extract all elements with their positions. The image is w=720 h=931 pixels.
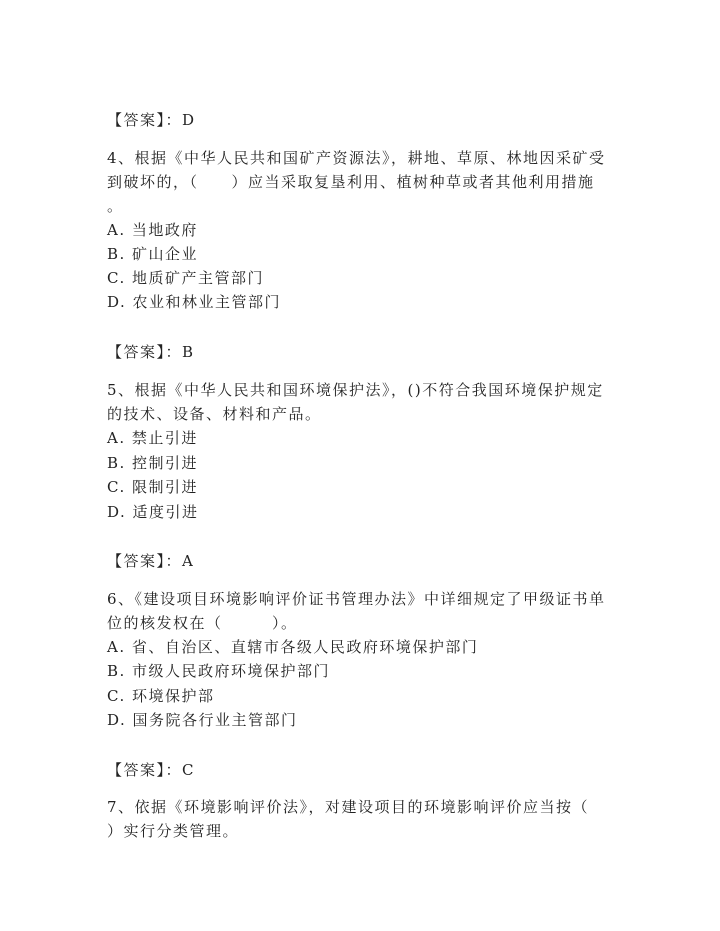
- option-c: C. 地质矿产主管部门: [107, 269, 264, 287]
- option-b: B. 市级人民政府环境保护部门: [107, 662, 331, 680]
- answer-line: 【答案】：D: [107, 111, 196, 129]
- question-6-line-2: 位的核发权在（ ）。: [107, 614, 298, 632]
- option-b: B. 控制引进: [107, 454, 199, 472]
- answer-line: 【答案】：A: [107, 552, 195, 570]
- question-4-line-3: 。: [107, 197, 124, 215]
- answer-line: 【答案】：B: [107, 343, 195, 361]
- option-d: D. 适度引进: [107, 503, 199, 521]
- question-7-line-2: ）实行分类管理。: [107, 822, 240, 840]
- option-b: B. 矿山企业: [107, 245, 199, 263]
- answer-line: 【答案】：C: [107, 761, 195, 779]
- question-5-line-2: 的技术、设备、材料和产品。: [107, 405, 322, 423]
- option-c: C. 环境保护部: [107, 687, 215, 705]
- option-a: A. 省、自治区、直辖市各级人民政府环境保护部门: [107, 638, 479, 656]
- option-c: C. 限制引进: [107, 478, 198, 496]
- option-a: A. 禁止引进: [107, 429, 198, 447]
- option-d: D. 国务院各行业主管部门: [107, 711, 298, 729]
- option-d: D. 农业和林业主管部门: [107, 293, 282, 311]
- option-a: A. 当地政府: [107, 221, 198, 239]
- question-5-line-1: 5、根据《中华人民共和国环境保护法》，()不符合我国环境保护规定: [107, 381, 604, 399]
- question-4-line-2: 到破坏的，（ ）应当采取复垦利用、植树种草或者其他利用措施: [107, 173, 595, 191]
- question-6-line-1: 6、《建设项目环境影响评价证书管理办法》中详细规定了甲级证书单: [107, 590, 606, 608]
- question-4-line-1: 4、根据《中华人民共和国矿产资源法》，耕地、草原、林地因采矿受: [107, 149, 606, 167]
- question-7-line-1: 7、依据《环境影响评价法》，对建设项目的环境影响评价应当按（: [107, 798, 590, 816]
